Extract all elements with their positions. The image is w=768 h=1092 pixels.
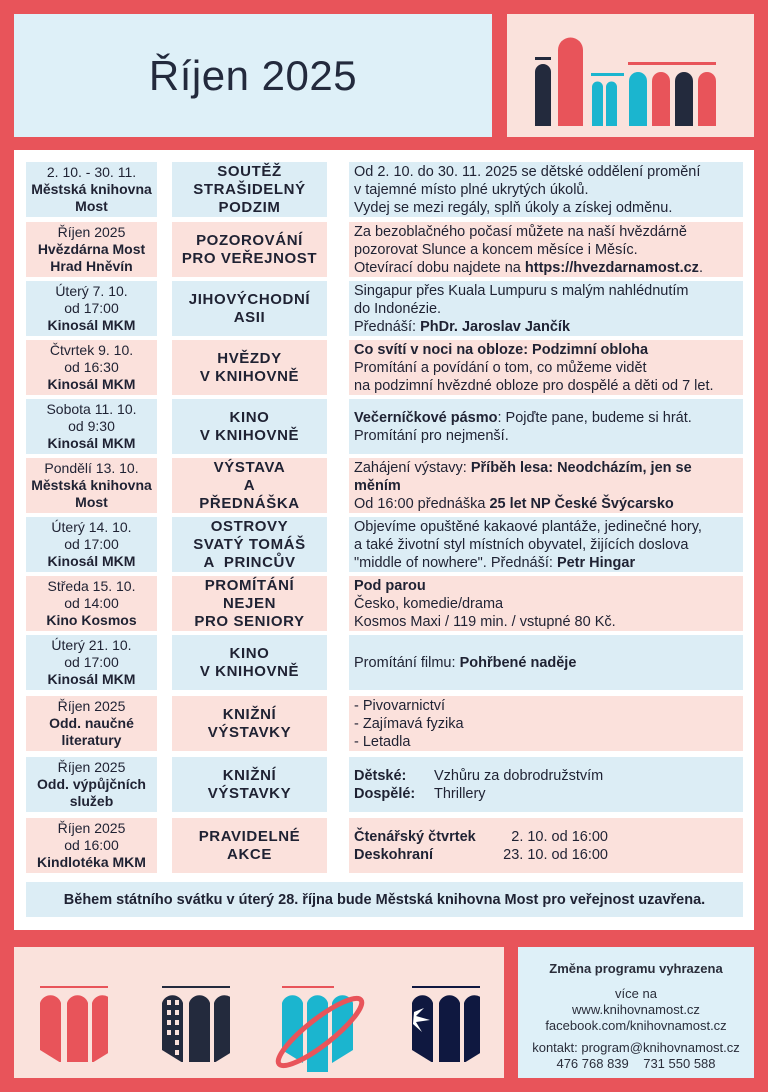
event-venue: Kinosál MKM xyxy=(47,671,136,687)
heart-columns-planet-icon xyxy=(270,972,370,1072)
description-text: Od 16:00 přednáška xyxy=(354,495,490,512)
description-text: na podzimní hvězdné obloze pro dospělé a děti od 7 let. xyxy=(354,377,714,394)
event-title-line: HVĚZDY xyxy=(217,349,282,367)
event-venue: Hrad Hněvín xyxy=(50,258,133,274)
description-line xyxy=(354,477,743,495)
description-line xyxy=(354,495,743,513)
event-title xyxy=(172,576,327,631)
description-line xyxy=(354,697,743,715)
event-title-line: KNIŽNÍ xyxy=(222,705,277,723)
program-panel xyxy=(14,150,754,930)
description-text: - Pivovarnictví xyxy=(354,697,446,714)
description-line xyxy=(354,341,743,359)
description-line xyxy=(354,163,743,181)
event-title-line: A PRINCŮV xyxy=(203,553,296,571)
description-text: Za bezoblačného počasí můžete na naší hvězdárně xyxy=(354,223,687,240)
logo-column-navy xyxy=(535,64,551,126)
description-text: Promítání pro nejmenší. xyxy=(354,427,509,444)
logo-column-cyan-3 xyxy=(629,72,647,126)
description-bold: Petr Hingar xyxy=(556,554,636,571)
schedule-time: 23. 10. od 16:00 xyxy=(503,846,608,863)
event-date: Úterý 7. 10. xyxy=(55,283,128,299)
event-venue: Most xyxy=(75,494,108,510)
logo-column-red-tall xyxy=(558,38,583,127)
heart-columns-star-icon xyxy=(400,982,480,1062)
event-row xyxy=(14,757,754,812)
logo-column-cyan-2 xyxy=(606,82,617,127)
event-title xyxy=(172,458,327,513)
event-row xyxy=(14,281,754,336)
event-venue: Kinosál MKM xyxy=(47,376,136,392)
logo-cap-red xyxy=(628,62,716,65)
description-text: Objevíme opuštěné kakaové plantáže, jedinečné hory, xyxy=(354,518,702,535)
exhibit-pair xyxy=(354,785,743,803)
exhibit-topic: Vzhůru za dobrodružstvím xyxy=(434,767,604,784)
event-description xyxy=(349,576,743,631)
description-bold: Co svítí v noci na obloze: Podzimní obloha xyxy=(354,341,649,358)
program-change-note: Změna programu vyhrazena xyxy=(549,961,723,976)
library-columns-logo xyxy=(507,14,754,137)
event-venue: Most xyxy=(75,198,108,214)
event-date: Říjen 2025 xyxy=(57,224,126,240)
description-bold: Příběh lesa: Neodcházím, jen se xyxy=(470,459,692,476)
event-row xyxy=(14,399,754,454)
logo-cap-cyan xyxy=(591,73,624,76)
logo-column-red-3 xyxy=(698,72,716,126)
event-description xyxy=(349,162,743,217)
description-line xyxy=(354,536,743,554)
event-title xyxy=(172,757,327,812)
description-line xyxy=(354,318,743,336)
event-title-line: POZOROVÁNÍ xyxy=(196,231,303,249)
description-line xyxy=(354,733,743,751)
event-title xyxy=(172,281,327,336)
event-row xyxy=(14,635,754,690)
logo-column-red-2 xyxy=(652,72,670,126)
event-date: od 17:00 xyxy=(64,654,119,670)
event-venue: Kinosál MKM xyxy=(47,317,136,333)
event-title-line: PRO SENIORY xyxy=(194,612,305,630)
description-text: Promítání a povídání o tom, co můžeme vidět xyxy=(354,359,647,376)
event-description xyxy=(349,399,743,454)
event-when-where xyxy=(26,517,157,572)
schedule-name: Čtenářský čtvrtek xyxy=(354,828,476,845)
description-line xyxy=(354,359,743,377)
event-title-line: V KNIHOVNĚ xyxy=(199,426,300,444)
event-venue: Kinosál MKM xyxy=(47,435,136,451)
event-date: Úterý 21. 10. xyxy=(51,637,132,653)
event-venue: Odd. naučné xyxy=(49,715,134,731)
event-title xyxy=(172,340,327,395)
event-row xyxy=(14,696,754,751)
event-description xyxy=(349,222,743,277)
event-date: Úterý 14. 10. xyxy=(51,519,132,535)
description-text: Otevírací dobu najdete na xyxy=(354,259,525,276)
event-date: od 9:30 xyxy=(68,418,115,434)
logo-cap-navy xyxy=(535,57,551,60)
description-line xyxy=(354,459,743,477)
heart-columns-red-icon xyxy=(28,982,108,1062)
event-row xyxy=(14,458,754,513)
event-row xyxy=(14,576,754,631)
description-line xyxy=(354,282,743,300)
description-line xyxy=(354,554,743,572)
event-when-where xyxy=(26,458,157,513)
event-when-where xyxy=(26,281,157,336)
event-description xyxy=(349,281,743,336)
event-venue: Odd. výpůjčních xyxy=(37,776,146,792)
description-line xyxy=(354,427,743,445)
event-date: Říjen 2025 xyxy=(57,698,126,714)
description-bold: 25 let NP České Švýcarsko xyxy=(489,495,674,512)
event-venue: Hvězdárna Most xyxy=(37,241,146,257)
event-when-where xyxy=(26,818,157,873)
contact-email[interactable]: kontakt: program@knihovnamost.cz xyxy=(532,1040,740,1055)
contact-phones: 476 768 839 731 550 588 xyxy=(556,1056,716,1071)
description-text: Zahájení výstavy: xyxy=(354,459,471,476)
event-title-line: PODZIM xyxy=(218,198,281,216)
logo-box xyxy=(507,14,754,137)
description-line xyxy=(354,654,743,672)
event-date: od 16:30 xyxy=(64,359,119,375)
exhibit-topic: Thrillery xyxy=(434,785,486,802)
schedule-item xyxy=(354,846,743,864)
footer-icons-box xyxy=(14,947,504,1078)
event-description xyxy=(349,818,743,873)
facebook-link[interactable]: facebook.com/knihovnamost.cz xyxy=(545,1018,727,1033)
event-title xyxy=(172,222,327,277)
description-text: . xyxy=(698,259,703,276)
event-title-line: PROMÍTÁNÍ xyxy=(204,576,295,594)
description-text: v tajemné místo plné ukrytých úkolů. xyxy=(354,181,589,198)
description-bold: Pohřbené naděje xyxy=(459,654,577,671)
event-title xyxy=(172,818,327,873)
event-title xyxy=(172,162,327,217)
description-text: Přednáší: xyxy=(354,318,421,335)
event-title-line: PRAVIDELNÉ xyxy=(198,827,301,845)
event-row xyxy=(14,818,754,873)
event-venue: literatury xyxy=(61,732,122,748)
exhibit-audience: Dospělé: xyxy=(354,785,416,802)
description-line xyxy=(354,409,743,427)
event-date: Sobota 11. 10. xyxy=(46,401,137,417)
event-title-line: V KNIHOVNĚ xyxy=(199,367,300,385)
description-text: do Indonézie. xyxy=(354,300,442,317)
event-when-where xyxy=(26,757,157,812)
description-line xyxy=(354,613,743,631)
logo-column-navy-2 xyxy=(675,72,693,126)
event-row xyxy=(14,222,754,277)
event-title-line: STRAŠIDELNÝ xyxy=(193,180,306,198)
event-title-line: PŘEDNÁŠKA xyxy=(199,494,300,512)
event-when-where xyxy=(26,340,157,395)
description-line xyxy=(354,715,743,733)
event-title xyxy=(172,399,327,454)
description-text: "middle of nowhere". Přednáší: xyxy=(354,554,557,571)
event-title-line: OSTROVY xyxy=(210,517,289,535)
event-date: od 17:00 xyxy=(64,536,119,552)
event-title-line: V KNIHOVNĚ xyxy=(199,662,300,680)
event-when-where xyxy=(26,222,157,277)
description-line xyxy=(354,518,743,536)
description-bold: Večerníčkové pásmo xyxy=(354,409,498,426)
description-text: Kosmos Maxi / 119 min. / vstupné 80 Kč. xyxy=(354,613,616,630)
event-description xyxy=(349,340,743,395)
event-date: Čtvrtek 9. 10. xyxy=(49,342,134,358)
event-title-line: ASII xyxy=(233,308,266,326)
event-title xyxy=(172,635,327,690)
event-venue: Kindlotéka MKM xyxy=(37,854,146,870)
event-date: Pondělí 13. 10. xyxy=(44,460,139,476)
event-description xyxy=(349,458,743,513)
event-title-line: SOUTĚŽ xyxy=(217,162,282,180)
description-text: Od 2. 10. do 30. 11. 2025 se dětské oddělení promění xyxy=(354,163,701,180)
description-text: - Zajímavá fyzika xyxy=(354,715,464,732)
description-bold: https://hvezdarnamost.cz xyxy=(524,259,699,276)
schedule-item xyxy=(354,828,743,846)
event-title xyxy=(172,517,327,572)
closure-notice: Během státního svátku v úterý 28. října bude Městská knihovna Most pro veřejnost uzavřena. xyxy=(26,882,743,917)
description-line xyxy=(354,259,743,277)
event-date: Říjen 2025 xyxy=(57,820,126,836)
event-date: Říjen 2025 xyxy=(57,759,126,775)
event-description xyxy=(349,635,743,690)
schedule-name: Deskohraní xyxy=(354,846,433,863)
description-text: - Letadla xyxy=(354,733,411,750)
website-link[interactable]: www.knihovnamost.cz xyxy=(572,1002,700,1017)
event-when-where xyxy=(26,576,157,631)
description-line xyxy=(354,300,743,318)
event-title-line: KINO xyxy=(229,408,270,426)
event-description xyxy=(349,517,743,572)
description-text: Česko, komedie/drama xyxy=(354,595,504,612)
event-title-line: PRO VEŘEJNOST xyxy=(181,249,318,267)
event-date: od 17:00 xyxy=(64,300,119,316)
exhibit-audience: Dětské: xyxy=(354,767,407,784)
description-line xyxy=(354,199,743,217)
contact-box xyxy=(518,947,754,1078)
event-when-where xyxy=(26,635,157,690)
description-line xyxy=(354,595,743,613)
event-venue: Městská knihovna xyxy=(31,477,152,493)
event-date: 2. 10. - 30. 11. xyxy=(46,164,137,180)
heart-columns-film-icon xyxy=(150,982,230,1062)
event-venue: Kinosál MKM xyxy=(47,553,136,569)
event-title-line: AKCE xyxy=(227,845,272,863)
event-date: Středa 15. 10. xyxy=(47,578,136,594)
description-text: : Pojďte pane, budeme si hrát. xyxy=(497,409,692,426)
description-line xyxy=(354,377,743,395)
description-text: Promítání filmu: xyxy=(354,654,460,671)
event-row xyxy=(14,162,754,217)
event-title-line: A xyxy=(243,476,256,494)
event-title-line: KINO xyxy=(229,644,270,662)
event-venue: služeb xyxy=(69,793,114,809)
event-row xyxy=(14,340,754,395)
more-label: více na xyxy=(615,986,657,1001)
description-line xyxy=(354,181,743,199)
event-title-line: SVATÝ TOMÁŠ xyxy=(193,535,306,553)
event-venue: Městská knihovna xyxy=(31,181,152,197)
event-when-where xyxy=(26,696,157,751)
description-text: Vydej se mezi regály, splň úkoly a získej odměnu. xyxy=(354,199,673,216)
logo-column-cyan-1 xyxy=(592,82,603,127)
event-venue: Kino Kosmos xyxy=(46,612,137,628)
event-title-line: VÝSTAVKY xyxy=(207,784,292,802)
event-title-line: VÝSTAVKY xyxy=(207,723,292,741)
event-when-where xyxy=(26,162,157,217)
exhibit-pair xyxy=(354,767,743,785)
event-title-line: NEJEN xyxy=(222,594,277,612)
description-bold: PhDr. Jaroslav Jančík xyxy=(420,318,571,335)
description-bold: měním xyxy=(354,477,401,494)
event-row xyxy=(14,517,754,572)
description-text: Singapur přes Kuala Lumpuru s malým nahlédnutím xyxy=(354,282,689,299)
event-title-line: VÝSTAVA xyxy=(213,458,286,476)
event-title xyxy=(172,696,327,751)
event-title-line: JIHOVÝCHODNÍ xyxy=(188,290,311,308)
event-date: od 14:00 xyxy=(64,595,119,611)
event-description xyxy=(349,696,743,751)
description-line xyxy=(354,223,743,241)
event-description xyxy=(349,757,743,812)
description-line xyxy=(354,577,743,595)
event-date: od 16:00 xyxy=(64,837,119,853)
event-title-line: KNIŽNÍ xyxy=(222,766,277,784)
description-bold: Pod parou xyxy=(354,577,426,594)
description-text: pozorovat Slunce a koncem měsíce i Měsíc. xyxy=(354,241,638,258)
page-title: Říjen 2025 xyxy=(148,51,358,99)
schedule-time: 2. 10. od 16:00 xyxy=(511,828,608,845)
description-text: a také životní styl místních obyvatel, žijících doslova xyxy=(354,536,689,553)
event-when-where xyxy=(26,399,157,454)
title-box xyxy=(14,14,492,137)
description-line xyxy=(354,241,743,259)
